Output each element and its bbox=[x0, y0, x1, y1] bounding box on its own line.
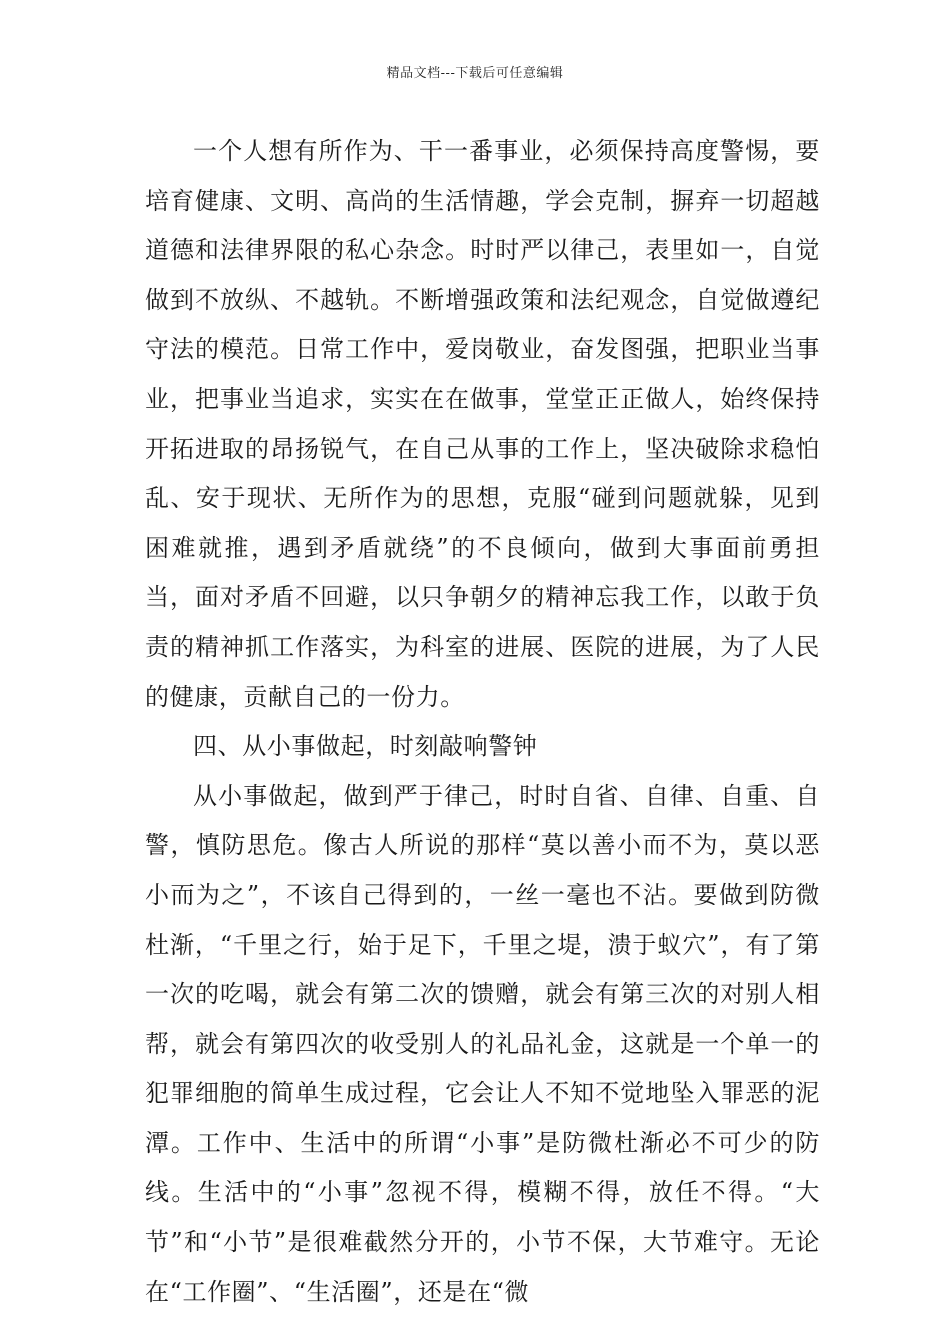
paragraph-small-things: 从小事做起，做到严于律己，时时自省、自律、自重、自警，慎防思危。像古人所说的那样“莫以善小而不为，莫以恶小而为之”，不该自己得到的，一丝一毫也不沾。要做到防微杜渐，“千里之行，始于足下，千里之堤，溃于蚁穴”，有了第一次的吃喝，就会有第二次的馈赠，就会有第三次的对别人相帮，就会有第四次的收受别人的礼品礼金，这就是一个单一的犯罪细胞的简单生成过程，它会让人不知不觉地坠入罪恶的泥潭。工作中、生活中的所谓“小事”是防微杜渐必不可少的防线。生活中的“小事”忽视不得，模糊不得，放任不得。“大节”和“小节”是很难截然分开的，小节不保，大节难守。无论在“工作圈”、“生活圈”，还是在“微 bbox=[145, 781, 820, 1306]
document-body bbox=[145, 127, 820, 1317]
section-heading-four: 四、从小事做起，时刻敲响警钟 bbox=[193, 732, 538, 761]
paragraph-self-discipline: 一个人想有所作为、干一番事业，必须保持高度警惕，要培育健康、文明、高尚的生活情趣，学会克制，摒弃一切超越道德和法律界限的私心杂念。时时严以律己，表里如一，自觉做到不放纵、不越轨。不断增强政策和法纪观念，自觉做遵纪守法的模范。日常工作中，爱岗敬业，奋发图强，把职业当事业，把事业当追求，实实在在做事，堂堂正正做人，始终保持开拓进取的昂扬锐气，在自己从事的工作上，坚决破除求稳怕乱、安于现状、无所作为的思想，克服“碰到问题就躲，见到困难就推，遇到矛盾就绕”的不良倾向，做到大事面前勇担当，面对矛盾不回避，以只争朝夕的精神忘我工作，以敢于负责的精神抓工作落实，为科室的进展、医院的进展，为了人民的健康，贡献自己的一份力。 bbox=[145, 137, 820, 711]
page-header: 精品文档---下载后可任意编辑 bbox=[386, 66, 564, 81]
